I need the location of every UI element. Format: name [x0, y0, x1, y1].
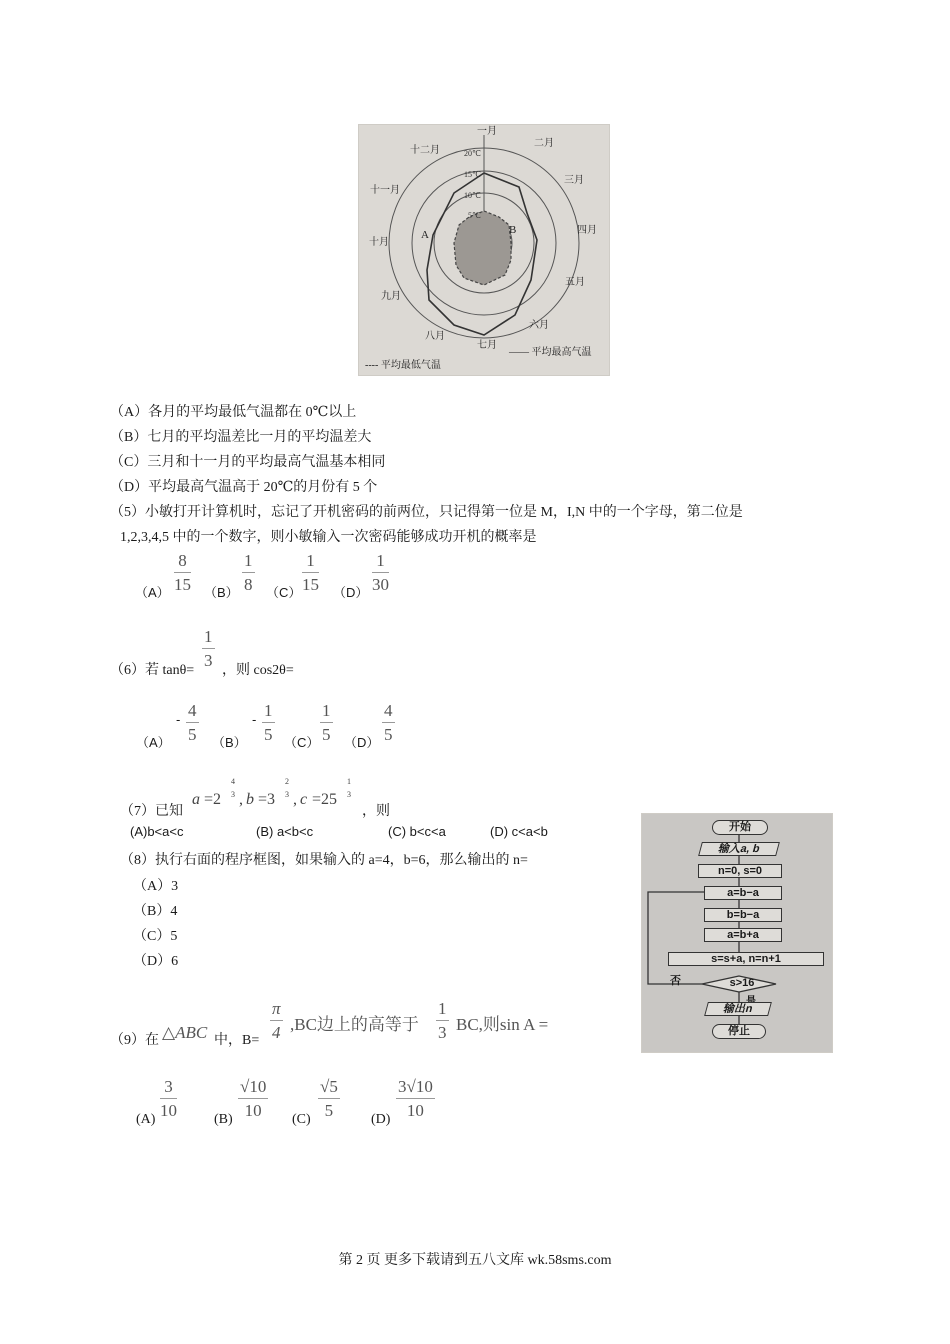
denominator: 10 [160, 1098, 177, 1119]
q7-formula-svg [192, 774, 362, 814]
numerator: 1 [264, 701, 273, 720]
q7-option-c: (C) b<c<a [388, 824, 446, 839]
flow-step-3: a=b+a [704, 928, 782, 942]
q8-option-c: （C）5 [133, 929, 178, 944]
denominator: 5 [320, 722, 333, 743]
q5-label-d: （D） [333, 585, 369, 600]
month-label: 八月 [425, 331, 445, 342]
q6-sign-b: - [252, 712, 257, 727]
svg-text:,: , [239, 791, 243, 808]
q9-option-a [160, 1078, 177, 1119]
q5-option-b [242, 552, 255, 593]
denominator: 3 [202, 648, 215, 669]
q6-option-a [186, 702, 199, 743]
q9-label-d: (D) [371, 1112, 391, 1127]
q5-stem-line2: 1,2,3,4,5 中的一个数字，则小敏输入一次密码能够成功开机的概率是 [120, 530, 537, 545]
month-label: 三月 [564, 175, 584, 186]
ring-label: 15℃ [464, 170, 481, 179]
svg-text:=3: =3 [258, 791, 276, 808]
q5-label-a: （A） [135, 585, 170, 600]
q9-text-2: BC,则sin A = [456, 1015, 549, 1034]
radar-chart-image [358, 124, 610, 376]
month-label: 五月 [565, 277, 585, 288]
svg-text:,: , [293, 791, 297, 808]
q8-option-a: （A）3 [133, 879, 179, 894]
numerator: 1 [322, 701, 331, 720]
page-footer: 第 2 页 更多下载请到五八文库 wk.58sms.com [338, 1253, 612, 1268]
q9-option-d [396, 1078, 435, 1119]
q9-b-fraction [270, 1000, 283, 1041]
q7-option-b: (B) a<b<c [256, 824, 314, 839]
q4-option-b: （B）七月的平均温差比一月的平均温差大 [110, 430, 372, 445]
svg-text:1: 1 [347, 777, 351, 786]
q7-stem-prefix: （7）已知 [120, 804, 183, 819]
q9-label-c: (C) [292, 1112, 311, 1127]
q8-option-d: （D）6 [133, 954, 179, 969]
q6-label-a: （A） [136, 735, 171, 750]
denominator: 10 [396, 1098, 435, 1119]
numerator: 4 [384, 701, 393, 720]
denominator: 30 [372, 572, 389, 593]
numerator: √10 [240, 1077, 267, 1096]
denominator: 5 [318, 1098, 340, 1119]
month-label: 六月 [529, 320, 549, 331]
q5-label-c: （C） [266, 585, 302, 600]
q4-option-d: （D）平均最高气温高于 20℃的月份有 5 个 [110, 480, 378, 495]
flow-step-4: s=s+a, n=n+1 [668, 952, 824, 966]
q4-option-c: （C）三月和十一月的平均最高气温基本相同 [110, 455, 386, 470]
q6-label-d: （D） [344, 735, 380, 750]
numerator: 1 [204, 627, 213, 646]
legend-low: ---- 平均最低气温 [365, 360, 441, 371]
month-label: 十月 [369, 237, 389, 248]
q9-h-fraction [436, 1000, 449, 1041]
q6-option-b [262, 702, 275, 743]
month-label: 七月 [477, 340, 497, 351]
numerator: 4 [188, 701, 197, 720]
q5-option-a [174, 552, 191, 593]
flow-input: 输入a, b [698, 842, 780, 856]
q4-option-a: （A）各月的平均最低气温都在 0℃以上 [110, 405, 357, 420]
q6-stem-fraction [202, 628, 215, 669]
flow-no-label: 否 [670, 975, 681, 987]
flow-condition: s>16 [729, 977, 755, 989]
q5-option-d [372, 552, 389, 593]
numerator: 1 [376, 551, 385, 570]
numerator: 1 [438, 999, 447, 1018]
month-label: 一月 [477, 126, 497, 137]
svg-text:3: 3 [285, 790, 289, 799]
month-label: 九月 [381, 291, 401, 302]
numerator: 3√10 [398, 1077, 433, 1096]
flow-start: 开始 [712, 820, 768, 835]
point-a-label: A [421, 229, 429, 241]
q5-stem-line1: （5）小敏打开计算机时，忘记了开机密码的前两位，只记得第一位是 M，I,N 中的一个字母，第二位是 [110, 505, 743, 520]
q7-formula [192, 774, 362, 814]
q6-label-b: （B） [212, 735, 247, 750]
numerator: 1 [244, 551, 253, 570]
ring-label: 10℃ [464, 191, 481, 200]
numerator: √5 [320, 1077, 338, 1096]
radar-chart-figure [359, 125, 609, 375]
flow-step-2: b=b−a [704, 908, 782, 922]
denominator: 5 [382, 722, 395, 743]
flow-step-1: a=b−a [704, 886, 782, 900]
q9-text-1: ,BC边上的高等于 [290, 1015, 419, 1034]
svg-text:b: b [246, 791, 254, 808]
q9-option-c [318, 1078, 340, 1119]
ring-label: 5℃ [468, 211, 481, 220]
svg-text:4: 4 [231, 777, 235, 786]
q6-option-d [382, 702, 395, 743]
month-label: 十二月 [410, 145, 440, 156]
denominator: 15 [174, 572, 191, 593]
month-label: 四月 [577, 225, 597, 236]
svg-text:3: 3 [231, 790, 235, 799]
point-b-label: B [509, 224, 517, 236]
numerator: π [272, 999, 281, 1018]
flow-stop: 停止 [712, 1024, 766, 1039]
month-label: 二月 [534, 138, 554, 149]
q9-label-a: (A) [136, 1112, 156, 1127]
month-label: 十一月 [370, 185, 400, 196]
q6-stem-suffix: ，则 cos2θ= [222, 663, 294, 678]
denominator: 4 [270, 1020, 283, 1041]
q7-option-a: (A)b<a<c [130, 824, 184, 839]
q5-label-b: （B） [204, 585, 239, 600]
q5-option-c [302, 552, 319, 593]
q9-mid: 中，B= [214, 1033, 260, 1048]
q9-triangle: △ABC [162, 1023, 208, 1042]
denominator: 5 [262, 722, 275, 743]
denominator: 15 [302, 572, 319, 593]
q6-option-c [320, 702, 333, 743]
svg-text:3: 3 [347, 790, 351, 799]
svg-text:a: a [192, 791, 200, 808]
svg-text:2: 2 [285, 777, 289, 786]
svg-text:=2: =2 [204, 791, 222, 808]
q8-stem: （8）执行右面的程序框图，如果输入的 a=4，b=6，那么输出的 n= [120, 853, 528, 868]
q9-option-b [238, 1078, 268, 1119]
denominator: 5 [186, 722, 199, 743]
q8-option-b: （B）4 [133, 904, 178, 919]
numerator: 1 [306, 551, 315, 570]
flow-output: 输出n [704, 1002, 772, 1016]
q6-sign-a: - [176, 712, 181, 727]
q6-label-c: （C） [284, 735, 320, 750]
denominator: 8 [242, 572, 255, 593]
q7-stem-suffix: ，则 [362, 804, 390, 819]
denominator: 3 [436, 1020, 449, 1041]
q7-option-d: (D) c<a<b [490, 824, 548, 839]
svg-text:=25: =25 [312, 791, 338, 808]
denominator: 10 [238, 1098, 268, 1119]
numerator: 8 [178, 551, 187, 570]
legend-high: —— 平均最高气温 [509, 347, 592, 358]
flowchart-image [641, 813, 833, 1053]
q9-prefix: （9）在 [110, 1033, 159, 1048]
numerator: 3 [164, 1077, 173, 1096]
flow-init: n=0, s=0 [698, 864, 782, 878]
ring-label: 20℃ [464, 149, 481, 158]
q6-stem-prefix: （6）若 tanθ= [110, 663, 195, 678]
svg-text:c: c [300, 791, 308, 808]
q9-label-b: (B) [214, 1112, 233, 1127]
